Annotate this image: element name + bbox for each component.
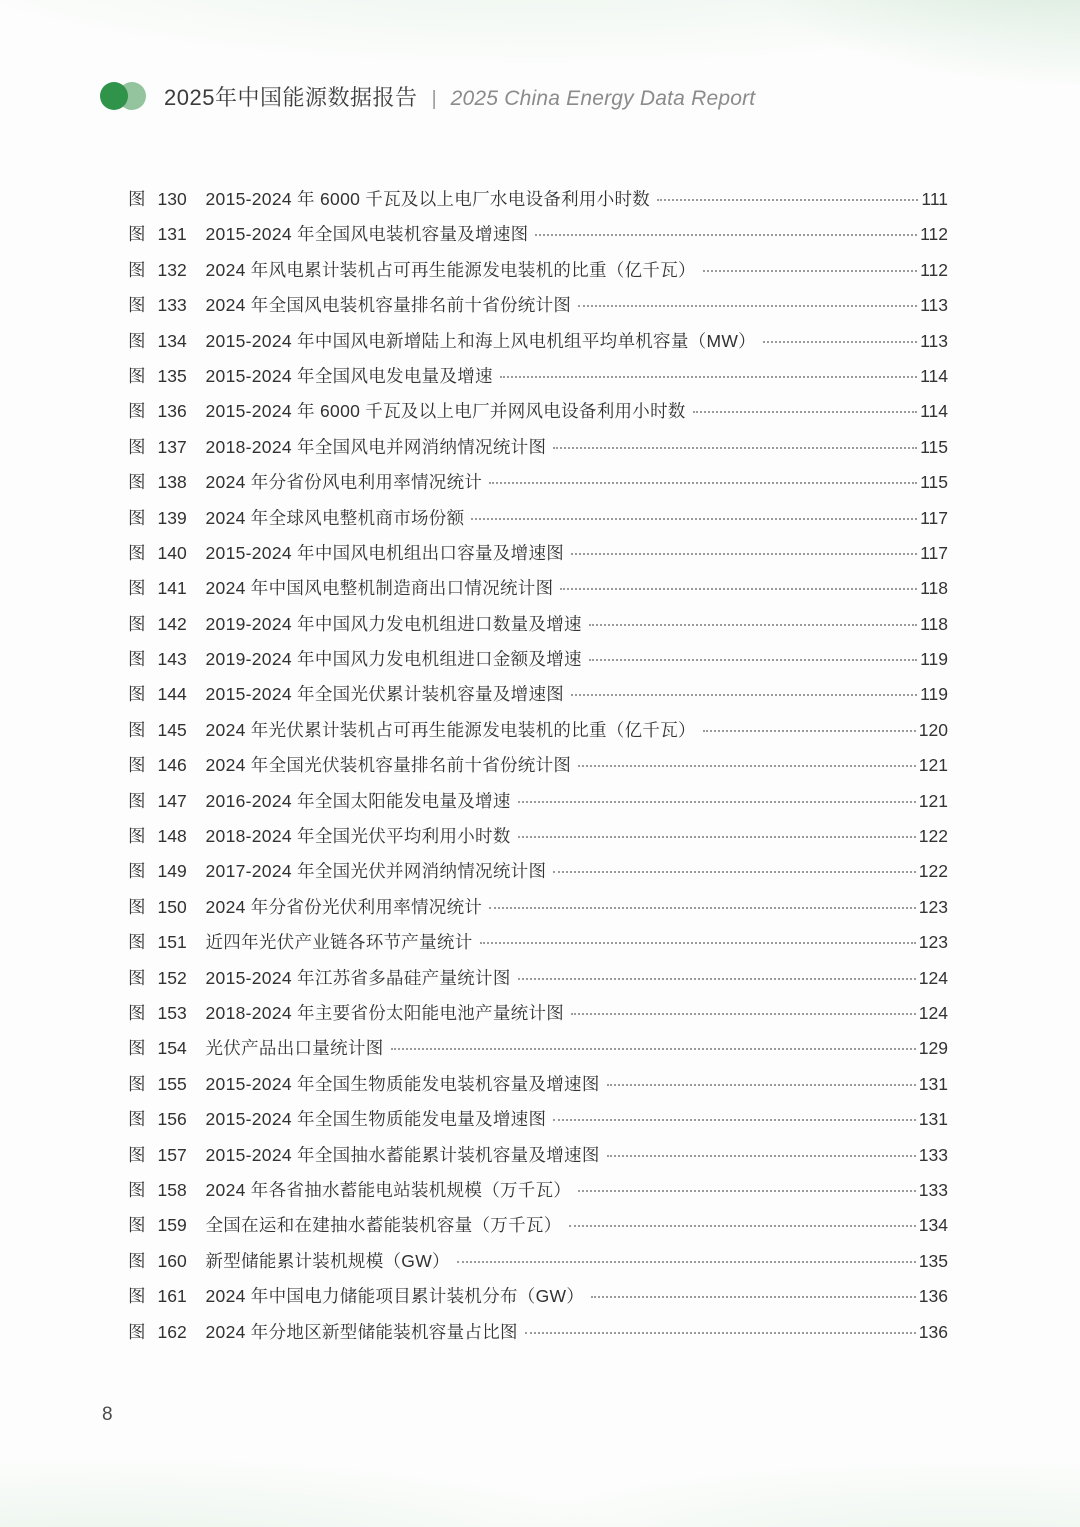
figure-label: 图 — [128, 365, 146, 386]
figure-title: 2024 年分省份光伏利用率情况统计 — [205, 896, 483, 917]
dot-leader — [500, 376, 917, 378]
figure-number: 155 — [157, 1073, 187, 1094]
figure-number: 147 — [157, 790, 187, 811]
page-number: 131 — [918, 1073, 948, 1094]
page-number: 118 — [920, 578, 948, 599]
figure-title: 2015-2024 年江苏省多晶硅产量统计图 — [205, 967, 511, 988]
figure-title: 2019-2024 年中国风力发电机组进口金额及增速 — [205, 649, 582, 670]
toc-entry — [128, 788, 948, 823]
dot-leader — [518, 801, 916, 803]
toc-entry — [128, 1283, 948, 1318]
page-number: 117 — [920, 542, 948, 563]
figure-title: 2015-2024 年全国抽水蓄能累计装机容量及增速图 — [205, 1144, 600, 1165]
figure-title: 近四年光伏产业链各环节产量统计 — [205, 932, 473, 953]
figure-number: 150 — [157, 896, 187, 917]
figure-label: 图 — [128, 330, 146, 351]
page-footer — [102, 1404, 113, 1426]
dot-leader — [471, 518, 917, 520]
figure-label: 图 — [128, 967, 146, 988]
figure-number: 158 — [157, 1179, 187, 1200]
figure-title: 2018-2024 年主要省份太阳能电池产量统计图 — [205, 1002, 565, 1023]
toc-entry — [128, 328, 948, 363]
figure-title: 2015-2024 年全国光伏累计装机容量及增速图 — [205, 684, 565, 705]
dot-leader — [535, 234, 917, 236]
page-number: 113 — [920, 330, 948, 351]
page-number: 118 — [920, 613, 948, 634]
figure-number: 162 — [157, 1321, 187, 1342]
figure-toc-list — [128, 186, 948, 1354]
figure-number: 139 — [157, 507, 187, 528]
figure-label: 图 — [128, 684, 146, 705]
figure-label: 图 — [128, 649, 146, 670]
figure-title: 2024 年中国电力储能项目累计装机分布（GW） — [205, 1286, 585, 1307]
dot-leader — [489, 907, 916, 909]
figure-label: 图 — [128, 436, 146, 457]
figure-number: 146 — [157, 755, 187, 776]
figure-title: 2015-2024 年中国风电新增陆上和海上风电机组平均单机容量（MW） — [205, 330, 756, 351]
figure-label: 图 — [128, 826, 146, 847]
toc-entry — [128, 823, 948, 858]
figure-title: 2024 年全国风电装机容量排名前十省份统计图 — [205, 295, 572, 316]
page-number: 115 — [920, 472, 948, 493]
toc-entry — [128, 1071, 948, 1106]
page-number: 131 — [918, 1109, 948, 1130]
figure-title: 2019-2024 年中国风力发电机组进口数量及增速 — [205, 613, 582, 634]
dot-leader — [569, 1225, 916, 1227]
toc-entry — [128, 929, 948, 964]
page-number: 117 — [920, 507, 948, 528]
dot-leader — [571, 553, 917, 555]
toc-entry — [128, 540, 948, 575]
figure-number: 133 — [157, 295, 187, 316]
figure-title: 2015-2024 年全国生物质能发电量及增速图 — [205, 1109, 547, 1130]
dot-leader — [391, 1048, 916, 1050]
figure-number: 143 — [157, 649, 187, 670]
dot-leader — [480, 942, 916, 944]
toc-entry — [128, 1248, 948, 1283]
dot-leader — [578, 765, 916, 767]
figure-title: 2015-2024 年中国风电机组出口容量及增速图 — [205, 542, 565, 563]
toc-entry — [128, 1035, 948, 1070]
figure-number: 130 — [157, 189, 187, 209]
page-number: 114 — [920, 401, 948, 422]
figure-title: 光伏产品出口量统计图 — [205, 1038, 384, 1059]
toc-entry — [128, 505, 948, 540]
figure-title: 2024 年光伏累计装机占可再生能源发电装机的比重（亿千瓦） — [205, 719, 696, 740]
page-number: 122 — [918, 861, 948, 882]
figure-label: 图 — [128, 1286, 146, 1307]
figure-number: 160 — [157, 1250, 187, 1271]
toc-entry — [128, 221, 948, 256]
figure-label: 图 — [128, 1073, 146, 1094]
toc-entry — [128, 434, 948, 469]
figure-title: 新型储能累计装机规模（GW） — [205, 1250, 450, 1271]
figure-title: 2018-2024 年全国风电并网消纳情况统计图 — [205, 436, 547, 457]
figure-number: 144 — [157, 684, 187, 705]
toc-entry — [128, 965, 948, 1000]
dot-leader — [578, 1190, 916, 1192]
figure-label: 图 — [128, 1215, 146, 1236]
page-number: 134 — [918, 1215, 948, 1236]
toc-entry — [128, 363, 948, 398]
page-number: 136 — [918, 1321, 948, 1342]
page-number: 136 — [918, 1286, 948, 1307]
dot-leader — [518, 836, 916, 838]
toc-entry — [128, 646, 948, 681]
dot-leader — [560, 588, 917, 590]
toc-entry — [128, 292, 948, 327]
figure-title: 2024 年各省抽水蓄能电站装机规模（万千瓦） — [205, 1179, 572, 1200]
figure-label: 图 — [128, 401, 146, 422]
toc-entry — [128, 398, 948, 433]
figure-label: 图 — [128, 1038, 146, 1059]
dot-leader — [553, 447, 917, 449]
figure-label: 图 — [128, 932, 146, 953]
figure-number: 134 — [157, 330, 187, 351]
figure-label: 图 — [128, 1179, 146, 1200]
figure-title: 2024 年全球风电整机商市场份额 — [205, 507, 465, 528]
dot-leader — [693, 411, 917, 413]
dot-leader — [525, 1332, 916, 1334]
figure-number: 137 — [157, 436, 187, 457]
page-number: 133 — [918, 1179, 948, 1200]
dot-leader — [553, 871, 916, 873]
dot-leader — [553, 1119, 916, 1121]
figure-label: 图 — [128, 189, 146, 209]
figure-number: 140 — [157, 542, 187, 563]
toc-entry — [128, 1142, 948, 1177]
figure-number: 153 — [157, 1002, 187, 1023]
dot-leader — [607, 1084, 916, 1086]
dot-leader — [703, 730, 916, 732]
toc-entry — [128, 681, 948, 716]
figure-label: 图 — [128, 472, 146, 493]
figure-number: 161 — [157, 1286, 187, 1307]
figure-label: 图 — [128, 295, 146, 316]
figure-title: 2024 年中国风电整机制造商出口情况统计图 — [205, 578, 554, 599]
toc-entry — [128, 575, 948, 610]
dot-leader — [591, 1296, 916, 1298]
figure-number: 142 — [157, 613, 187, 634]
page-number: 111 — [921, 189, 948, 209]
figure-label: 图 — [128, 719, 146, 740]
dot-leader — [589, 659, 917, 661]
figure-label: 图 — [128, 1321, 146, 1342]
footer-page-number: 8 — [102, 1404, 113, 1425]
figure-number: 135 — [157, 365, 187, 386]
report-logo — [100, 81, 148, 111]
toc-entry — [128, 1212, 948, 1247]
figure-label: 图 — [128, 578, 146, 599]
figure-label: 图 — [128, 507, 146, 528]
figure-number: 132 — [157, 259, 187, 280]
page-number: 119 — [920, 649, 948, 670]
page-number: 113 — [920, 295, 948, 316]
report-title-zh: 2025年中国能源数据报告 — [164, 84, 418, 110]
toc-entry — [128, 611, 948, 646]
figure-number: 148 — [157, 826, 187, 847]
figure-title: 2017-2024 年全国光伏并网消纳情况统计图 — [205, 861, 547, 882]
figure-number: 159 — [157, 1215, 187, 1236]
figure-label: 图 — [128, 224, 146, 245]
figure-number: 149 — [157, 861, 187, 882]
toc-entry — [128, 1177, 948, 1212]
page-number: 121 — [918, 790, 948, 811]
figure-title: 2016-2024 年全国太阳能发电量及增速 — [205, 790, 511, 811]
figure-title: 全国在运和在建抽水蓄能装机容量（万千瓦） — [205, 1215, 562, 1236]
page-number: 114 — [920, 365, 948, 386]
dot-leader — [518, 978, 916, 980]
toc-entry — [128, 1000, 948, 1035]
figure-number: 156 — [157, 1109, 187, 1130]
toc-entry — [128, 257, 948, 292]
page-number: 119 — [920, 684, 948, 705]
figure-title: 2015-2024 年全国风电发电量及增速 — [205, 365, 493, 386]
figure-title: 2015-2024 年 6000 千瓦及以上电厂并网风电设备利用小时数 — [205, 401, 686, 422]
figure-label: 图 — [128, 896, 146, 917]
figure-label: 图 — [128, 755, 146, 776]
dot-leader — [571, 1013, 916, 1015]
toc-entry — [128, 894, 948, 929]
dot-leader — [657, 199, 918, 201]
header-separator: | — [431, 87, 437, 110]
page-number: 133 — [918, 1144, 948, 1165]
dot-leader — [589, 624, 917, 626]
page-number: 120 — [918, 719, 948, 740]
figure-label: 图 — [128, 1144, 146, 1165]
toc-entry — [128, 1106, 948, 1141]
header-title — [164, 81, 755, 112]
figure-title: 2024 年风电累计装机占可再生能源发电装机的比重（亿千瓦） — [205, 259, 696, 280]
page-number: 124 — [918, 967, 948, 988]
figure-number: 154 — [157, 1038, 187, 1059]
dot-leader — [607, 1155, 916, 1157]
figure-number: 145 — [157, 719, 187, 740]
figure-label: 图 — [128, 542, 146, 563]
figure-number: 152 — [157, 967, 187, 988]
figure-number: 151 — [157, 932, 187, 953]
page-number: 112 — [920, 224, 948, 245]
page-number: 112 — [920, 259, 948, 280]
page-number: 135 — [918, 1250, 948, 1271]
page-number: 123 — [918, 932, 948, 953]
dot-leader — [763, 341, 917, 343]
toc-entry — [128, 717, 948, 752]
figure-label: 图 — [128, 259, 146, 280]
dot-leader — [578, 305, 917, 307]
report-title-en: 2025 China Energy Data Report — [450, 86, 756, 110]
dot-leader — [457, 1261, 916, 1263]
toc-entry — [128, 186, 948, 221]
figure-number: 131 — [157, 224, 187, 245]
page-number: 129 — [918, 1038, 948, 1059]
page-number: 124 — [918, 1002, 948, 1023]
page-number: 115 — [920, 436, 948, 457]
figure-number: 136 — [157, 401, 187, 422]
toc-entry — [128, 1319, 948, 1354]
page-number: 121 — [918, 755, 948, 776]
dot-leader — [489, 482, 917, 484]
figure-title: 2024 年分地区新型储能装机容量占比图 — [205, 1321, 518, 1342]
figure-label: 图 — [128, 1002, 146, 1023]
figure-title: 2024 年分省份风电利用率情况统计 — [205, 472, 483, 493]
figure-number: 141 — [157, 578, 187, 599]
figure-label: 图 — [128, 613, 146, 634]
toc-entry — [128, 752, 948, 787]
toc-entry — [128, 858, 948, 893]
dot-leader — [571, 694, 917, 696]
page-number: 123 — [918, 896, 948, 917]
figure-label: 图 — [128, 1250, 146, 1271]
report-header — [100, 76, 990, 116]
figure-label: 图 — [128, 790, 146, 811]
figure-label: 图 — [128, 861, 146, 882]
page-number: 122 — [918, 826, 948, 847]
figure-title: 2015-2024 年 6000 千瓦及以上电厂水电设备利用小时数 — [205, 189, 651, 209]
toc-entry — [128, 469, 948, 504]
figure-number: 138 — [157, 472, 187, 493]
figure-number: 157 — [157, 1144, 187, 1165]
figure-title: 2018-2024 年全国光伏平均利用小时数 — [205, 826, 511, 847]
figure-title: 2015-2024 年全国生物质能发电装机容量及增速图 — [205, 1073, 600, 1094]
figure-label: 图 — [128, 1109, 146, 1130]
figure-title: 2024 年全国光伏装机容量排名前十省份统计图 — [205, 755, 572, 776]
figure-title: 2015-2024 年全国风电装机容量及增速图 — [205, 224, 529, 245]
dot-leader — [703, 270, 917, 272]
logo-circle-dark-icon — [100, 82, 128, 110]
